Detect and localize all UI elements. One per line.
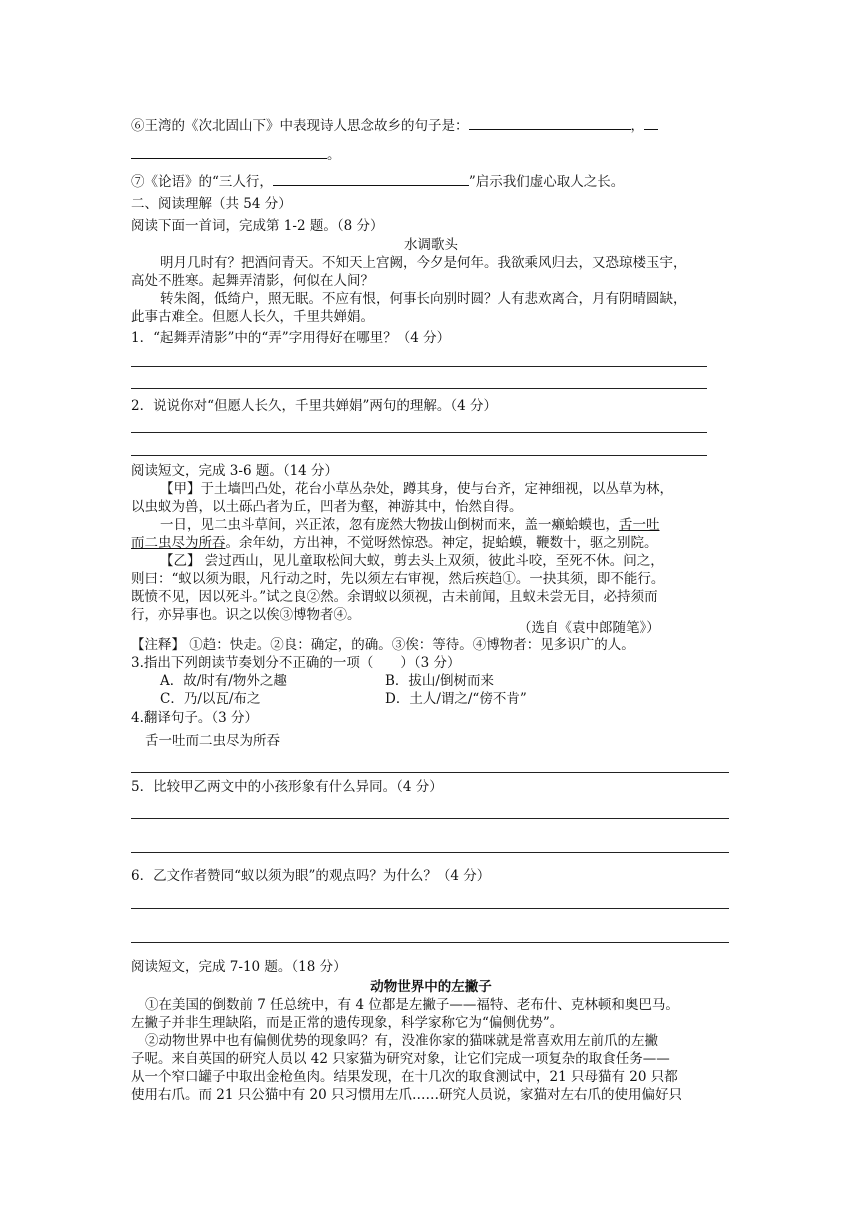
question-6: 6．乙文作者赞同“蚁以须为眼”的观点吗？为什么？（4 分）	[131, 868, 491, 884]
passage-jia-text: 一日，见二虫斗草间，兴正浓，忽有庞然大物拔山倒树而来，盖一癞蛤蟆也，	[160, 517, 619, 533]
passage-jia-line: 【甲】于土墙凹凸处，花台小草丛杂处，蹲其身，使与台齐，定神细视，以丛草为林，	[160, 481, 673, 497]
article-intro: 阅读短文，完成 7-10 题。（18 分）	[131, 959, 347, 975]
option-b: B．拔山/倒树而来	[385, 673, 494, 689]
answer-line[interactable]	[131, 942, 729, 943]
question-6-line2	[131, 145, 341, 164]
answer-line[interactable]	[131, 432, 707, 433]
passage-yi-line: 【乙】 尝过西山，见儿童取松间大蚁，剪去头上双须，彼此斗咬，至死不休。问之，	[160, 553, 664, 569]
question-1: 1．“起舞弄清影”中的“弄”字用得好在哪里？（4 分）	[131, 330, 451, 346]
answer-blank[interactable]	[469, 116, 631, 130]
question-7-start: ⑦《论语》的“三人行，	[131, 174, 273, 190]
poem-line: 高处不胜寒。起舞弄清影，何似在人间？	[131, 273, 374, 289]
article-line: 使用右爪。而 21 只公猫中有 20 只习惯用左爪……研究人员说，家猫对左右爪的使用偏好只	[131, 1087, 683, 1103]
passage-jia-line	[160, 516, 660, 534]
question-5: 5．比较甲乙两文中的小孩形象有什么异同。（4 分）	[131, 779, 443, 795]
passage-jia-line	[131, 534, 658, 552]
option-c: C．乃/以瓦/布之	[160, 691, 261, 707]
article-line: ①在美国的倒数前 7 任总统中，有 4 位都是左撇子——福特、老布什、克林顿和奥巴马。	[145, 997, 679, 1013]
answer-blank[interactable]	[644, 116, 658, 130]
answer-line[interactable]	[131, 366, 707, 367]
passage-yi-line: 则曰：“蚁以须为眼，凡行动之时，先以须左右审视，然后疾趋①。一抉其须，即不能行。	[131, 571, 665, 587]
question-6-line	[131, 116, 658, 135]
passage-jia-text: 。余年幼，方出神，不觉呀然惊恐。神定，捉蛤蟆，鞭数十，驱之别院。	[225, 535, 658, 551]
question-6-end: 。	[327, 147, 341, 163]
underlined-phrase: 舌一吐	[619, 517, 660, 533]
article-title: 动物世界中的左撇子	[370, 979, 492, 995]
article-line: 从一个窄口罐子中取出金枪鱼肉。结果发现，在十几次的取食测试中，21 只母猫有 20 只都	[131, 1069, 678, 1085]
answer-line[interactable]	[131, 772, 729, 773]
answer-blank[interactable]	[273, 172, 469, 186]
poem-line: 转朱阁，低绮户，照无眠。不应有恨，何事长向别时圆？人有悲欢离合，月有阴晴圆缺，	[160, 291, 687, 307]
passage-jia-line: 以虫蚁为兽，以土砾凸者为丘，凹者为壑，神游其中，怡然自得。	[131, 499, 523, 515]
question-6-comma: ，	[630, 118, 644, 134]
article-line: 左撇子并非生理缺陷，而是正常的遗传现象，科学家称它为“偏侧优势”。	[131, 1015, 564, 1031]
passage-source: （选自《袁中郎随笔》）	[518, 620, 660, 636]
section-heading: 二、阅读理解（共 54 分）	[131, 196, 292, 212]
option-d: D．土人/谓之/“傍不肯”	[385, 691, 527, 707]
article-line: 子呢。来自英国的研究人员以 42 只家猫为研究对象，让它们完成一项复杂的取食任务——	[131, 1051, 670, 1067]
answer-blank[interactable]	[131, 145, 327, 159]
question-4-sentence: 舌一吐而二虫尽为所吞	[145, 733, 280, 749]
poem-intro: 阅读下面一首词，完成第 1-2 题。（8 分）	[131, 218, 384, 234]
question-4: 4.翻译句子。（3 分）	[131, 710, 259, 726]
poem-line: 此事古难全。但愿人长久，千里共婵娟。	[131, 309, 374, 325]
article-line: ②动物世界中也有偏侧优势的现象吗？有，没准你家的猫咪就是常喜欢用左前爪的左撇	[145, 1033, 658, 1049]
passage-intro: 阅读短文，完成 3-6 题。（14 分）	[131, 463, 339, 479]
option-a: A．故/时有/物外之趣	[160, 673, 287, 689]
question-3: 3.指出下列朗读节奏划分不正确的一项（ ）（3 分）	[131, 655, 461, 671]
answer-line[interactable]	[131, 908, 729, 909]
passage-notes: 【注释】 ①趋：快走。②良：确定，的确。③俟：等待。④博物者：见多识广的人。	[131, 637, 635, 653]
question-6-text: ⑥王湾的《次北固山下》中表现诗人思念故乡的句子是：	[131, 118, 469, 134]
answer-line[interactable]	[131, 818, 729, 819]
poem-line: 明月几时有？把酒问青天。不知天上宫阙，今夕是何年。我欲乘风归去，又恐琼楼玉宇，	[160, 255, 687, 271]
passage-yi-line: 既愤不见，因以死斗。”试之良②然。余谓蚁以须视，古未前闻，且蚁未尝无目，必持须而	[131, 589, 658, 605]
question-7-end: ”启示我们虚心取人之长。	[468, 174, 625, 190]
passage-yi-line: 行，亦异事也。识之以俟③博物者④。	[131, 607, 361, 623]
answer-line[interactable]	[131, 852, 729, 853]
question-7-line	[131, 172, 624, 191]
answer-line[interactable]	[131, 455, 707, 456]
answer-line[interactable]	[131, 388, 707, 389]
question-2: 2．说说你对“但愿人长久，千里共婵娟”两句的理解。（4 分）	[131, 398, 498, 414]
underlined-phrase: 而二虫尽为所吞	[131, 535, 226, 551]
poem-title: 水调歌头	[404, 237, 458, 253]
